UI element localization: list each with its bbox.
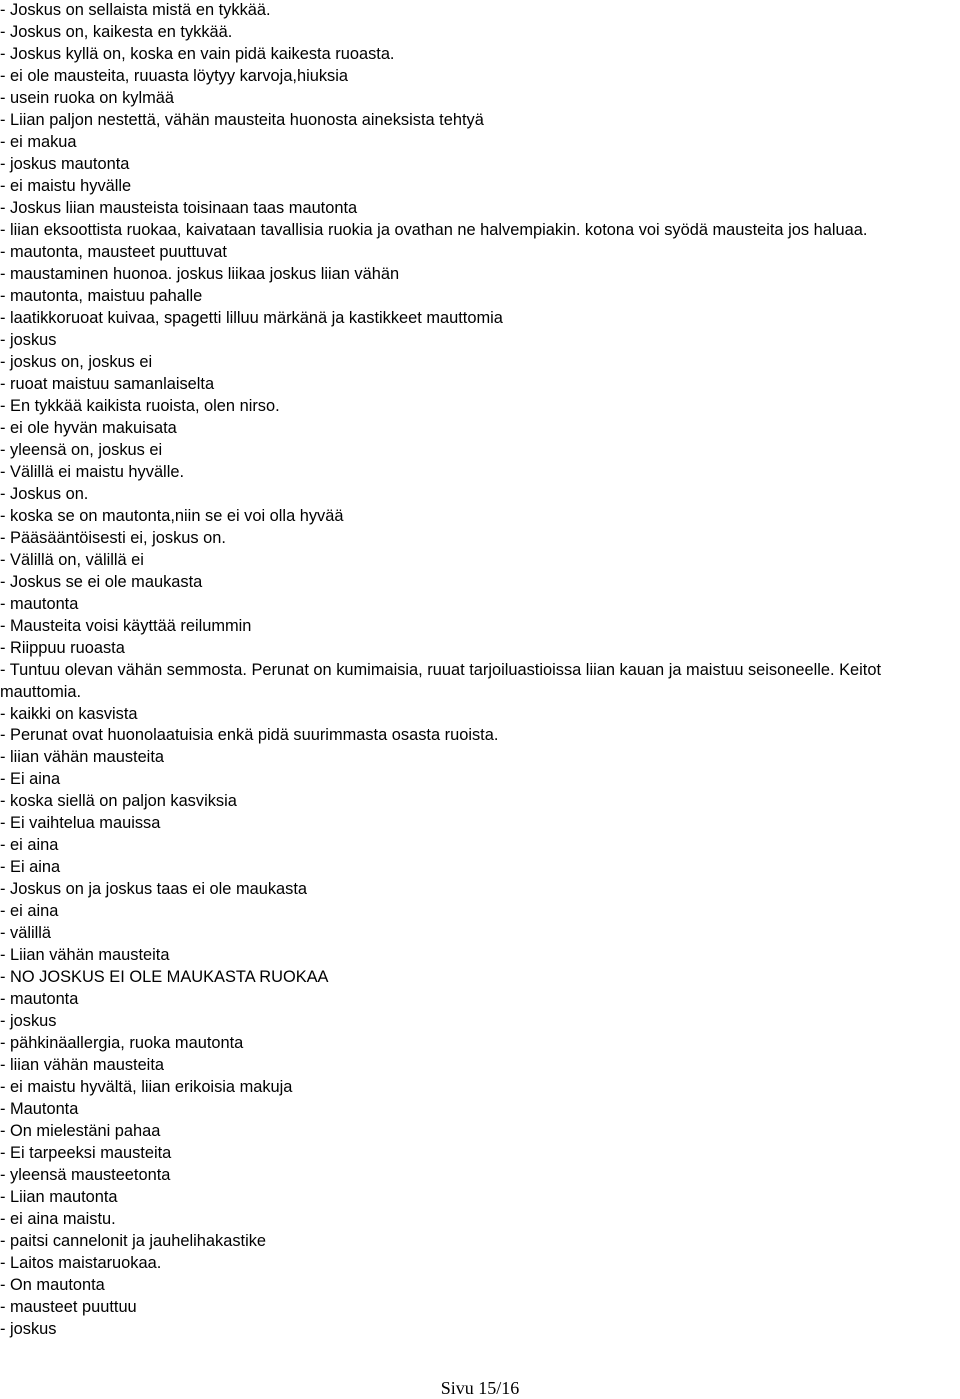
response-line: - Mausteita voisi käyttää reilummin — [0, 616, 252, 635]
response-line: - Joskus se ei ole maukasta — [0, 572, 203, 591]
response-line: - mautonta — [0, 990, 79, 1009]
response-line: - yleensä mausteetonta — [0, 1166, 171, 1185]
response-line: - Liian paljon nestettä, vähän mausteita huonosta aineksista tehtyä — [0, 110, 484, 129]
response-line: - joskus — [0, 1320, 57, 1339]
response-line: - NO JOSKUS EI OLE MAUKASTA RUOKAA — [0, 968, 329, 987]
response-line: - Välillä on, välillä ei — [0, 550, 144, 569]
response-line: - ei maistu hyvältä, liian erikoisia makuja — [0, 1078, 293, 1097]
response-line: - Joskus kyllä on, koska en vain pidä kaikesta ruoasta. — [0, 44, 395, 63]
response-line: - ei aina maistu. — [0, 1210, 116, 1229]
response-line: - mautonta — [0, 594, 79, 613]
response-line: - ei ole mausteita, ruuasta löytyy karvoja,hiuksia — [0, 66, 349, 85]
response-line: - ei aina — [0, 902, 59, 921]
response-line: - Joskus on, kaikesta en tykkää. — [0, 22, 233, 41]
response-line: - Perunat ovat huonolaatuisia enkä pidä suurimmasta osasta ruoista. — [0, 726, 499, 745]
response-line: - joskus — [0, 1012, 57, 1031]
response-line: - paitsi cannelonit ja jauhelihakastike — [0, 1232, 267, 1251]
response-line: - kaikki on kasvista — [0, 704, 138, 723]
response-line: - liian vähän mausteita — [0, 748, 164, 767]
response-line: - mautonta, mausteet puuttuvat — [0, 242, 227, 261]
response-line: - mausteet puuttuu — [0, 1298, 137, 1317]
response-line: - Joskus on. — [0, 484, 89, 503]
response-line: - On mielestäni pahaa — [0, 1122, 161, 1141]
response-line: - välillä — [0, 924, 52, 943]
response-line: - liian eksoottista ruokaa, kaivataan tavallisia ruokia ja ovathan ne halvempiakin. kotona voi syödä mausteita jos haluaa. — [0, 220, 868, 239]
response-line: - maustaminen huonoa. joskus liikaa joskus liian vähän — [0, 264, 400, 283]
response-line: - Ei aina — [0, 770, 61, 789]
response-line: - Joskus on sellaista mistä en tykkää. — [0, 1, 271, 19]
response-line: - Mautonta — [0, 1100, 79, 1119]
response-line: - koska se on mautonta,niin se ei voi olla hyvää — [0, 506, 344, 525]
response-line: - ei ole hyvän makuisata — [0, 418, 177, 437]
response-line: - ruoat maistuu samanlaiselta — [0, 374, 215, 393]
response-line: - joskus on, joskus ei — [0, 352, 153, 371]
response-line: - Välillä ei maistu hyvälle. — [0, 462, 185, 481]
response-line: - liian vähän mausteita — [0, 1056, 164, 1075]
response-line: - usein ruoka on kylmää — [0, 88, 175, 107]
response-line: - ei aina — [0, 836, 59, 855]
response-line: - Ei tarpeeksi mausteita — [0, 1144, 172, 1163]
response-line: - koska siellä on paljon kasviksia — [0, 792, 237, 811]
response-line: - Ei aina — [0, 858, 61, 877]
response-line: - Laitos maistaruokaa. — [0, 1254, 162, 1273]
response-line: - Ei vaihtelua mauissa — [0, 814, 161, 833]
response-line: - On mautonta — [0, 1276, 105, 1295]
response-line: - Pääsääntöisesti ei, joskus on. — [0, 528, 226, 547]
response-line: - pähkinäallergia, ruoka mautonta — [0, 1034, 244, 1053]
response-line: - joskus mautonta — [0, 154, 130, 173]
response-line: - Joskus on ja joskus taas ei ole maukasta — [0, 880, 308, 899]
response-line: - joskus — [0, 330, 57, 349]
response-line: - Tuntuu olevan vähän semmosta. Perunat on kumimaisia, ruuat tarjoiluastioissa liian kauan ja maistuu seisoneelle. Keitot mauttomia. — [0, 660, 886, 701]
page-number: Sivu 15/16 — [440, 1378, 520, 1398]
response-line: - ei makua — [0, 132, 77, 151]
response-line: - Joskus liian mausteista toisinaan taas mautonta — [0, 198, 358, 217]
response-line: - laatikkoruoat kuivaa, spagetti lilluu märkänä ja kastikkeet mauttomia — [0, 308, 503, 327]
response-line: - Liian vähän mausteita — [0, 946, 170, 965]
response-line: - mautonta, maistuu pahalle — [0, 286, 203, 305]
response-line: - Riippuu ruoasta — [0, 638, 125, 657]
response-line: - ei maistu hyvälle — [0, 176, 132, 195]
response-line: - En tykkää kaikista ruoista, olen nirso. — [0, 396, 280, 415]
response-line: - Liian mautonta — [0, 1188, 118, 1207]
response-line: - yleensä on, joskus ei — [0, 440, 163, 459]
